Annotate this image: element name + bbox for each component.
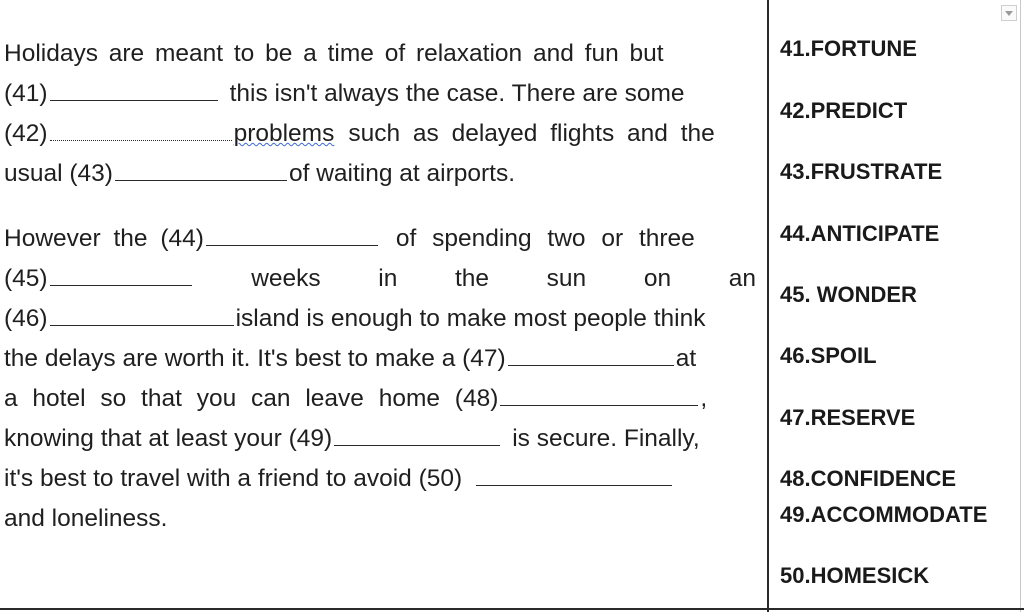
passage-line xyxy=(4,459,756,499)
passage-line xyxy=(4,499,756,539)
dropdown-arrow-icon[interactable] xyxy=(1001,5,1017,21)
word-item: 41.FORTUNE xyxy=(780,36,917,61)
passage-line xyxy=(4,114,756,154)
passage-line xyxy=(4,419,756,459)
gap-45-group xyxy=(4,259,194,299)
passage-line xyxy=(4,219,756,259)
word-item: 50.HOMESICK xyxy=(780,563,930,588)
word-item: 47.RESERVE xyxy=(780,405,916,430)
gap-number: (42) xyxy=(4,120,48,147)
passage-text: this isn't always the case. There are some xyxy=(229,80,685,107)
passage-text: is secure. Finally, xyxy=(512,425,700,452)
gap-number: usual (43) xyxy=(4,160,113,187)
gap-number: However the (44) xyxy=(4,225,204,252)
passage-text: such as delayed flights and the xyxy=(348,120,715,147)
passage-text: , xyxy=(700,385,708,412)
gap-42-blank[interactable] xyxy=(50,118,232,141)
gap-50-blank[interactable] xyxy=(476,463,672,486)
passage-text: and loneliness. xyxy=(4,505,168,532)
passage-line xyxy=(4,34,756,74)
passage-text: island is enough to make most people think xyxy=(235,305,706,332)
word-item: 46.SPOIL xyxy=(780,343,877,368)
word-item: 44.ANTICIPATE xyxy=(780,221,940,246)
passage-line xyxy=(4,74,756,114)
gap-49-blank[interactable] xyxy=(334,423,500,446)
gap-number: (46) xyxy=(4,305,48,332)
passage-text: Holidays are meant to be a time of relaxation and fun but xyxy=(4,40,664,67)
passage-text: of spending two or three xyxy=(395,225,695,252)
word-item: 42.PREDICT xyxy=(780,98,908,123)
gap-48-blank[interactable] xyxy=(500,383,698,406)
passage-word: sun xyxy=(546,265,587,292)
passage-line xyxy=(4,299,756,339)
right-border xyxy=(1020,0,1021,612)
word-item: 43.FRUSTRATE xyxy=(780,159,943,184)
passage-text: it's best to travel with a friend to avoid (50) xyxy=(4,465,463,492)
column-divider xyxy=(767,0,769,612)
passage-text: knowing that at least your (49) xyxy=(4,425,333,452)
passage-line xyxy=(4,339,756,379)
passage-word: an xyxy=(728,265,756,292)
passage-text: the delays are worth it. It's best to make a (47) xyxy=(4,345,506,372)
bottom-border xyxy=(0,608,1024,610)
passage-text: of waiting at airports. xyxy=(288,160,516,187)
passage-text: problems xyxy=(233,120,335,147)
gap-44-blank[interactable] xyxy=(206,223,378,246)
gap-47-blank[interactable] xyxy=(508,343,674,366)
gap-number: (45) xyxy=(4,265,48,292)
passage xyxy=(4,34,756,539)
gap-43-blank[interactable] xyxy=(115,158,287,181)
gap-45-blank[interactable] xyxy=(50,263,192,286)
word-item: 49.ACCOMMODATE xyxy=(780,502,988,527)
passage-word: the xyxy=(454,265,490,292)
passage-word: in xyxy=(378,265,398,292)
passage-line xyxy=(4,259,756,299)
word-item: 45. WONDER xyxy=(780,282,917,307)
passage-text: a hotel so that you can leave home (48) xyxy=(4,385,499,412)
passage-word: on xyxy=(643,265,672,292)
word-item: 48.CONFIDENCE xyxy=(780,466,957,491)
passage-text: at xyxy=(675,345,697,372)
gap-46-blank[interactable] xyxy=(50,303,234,326)
gap-41-blank[interactable] xyxy=(50,78,218,101)
passage-line xyxy=(4,379,756,419)
passage-line xyxy=(4,154,756,194)
passage-word: weeks xyxy=(251,265,321,292)
gap-number: (41) xyxy=(4,80,48,107)
